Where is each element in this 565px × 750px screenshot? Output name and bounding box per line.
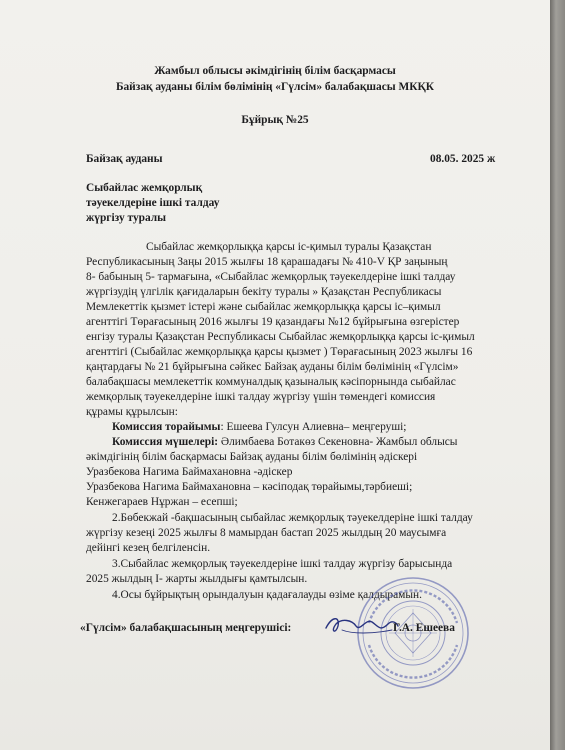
- header-line-2: Байзақ ауданы білім бөлімінің «Гүлсім» балабақшасы МКҚК: [115, 81, 435, 93]
- item-3-line: 3.Сыбайлас жемқорлық тәуекелдеріне ішкі талдау жүргізу барысында: [112, 558, 453, 570]
- item-4-line: 4.Осы бұйрықтың орындалуын қадағалауды өзіме қалдырамын.: [112, 589, 422, 601]
- body-line: Мемлекеттік қызмет істері және сыбайлас жемқорлыққа қарсы іс–қимыл: [86, 301, 441, 313]
- body-line: құрамы құрылсын:: [86, 406, 178, 418]
- member-line: Уразбекова Нагима Баймахановна – кәсіподақ төрайымы,тәрбиеші;: [86, 481, 413, 493]
- subject-line-3: жүргізу туралы: [86, 212, 167, 224]
- subject-line-1: Сыбайлас жемқорлық: [86, 182, 203, 194]
- body-line: қаңтардағы № 21 бұйрығына сәйкес Байзақ ауданы білім бөлімінің «Гүлсім»: [86, 361, 459, 373]
- member-line: Кенжегараев Нұржан – есепші;: [86, 496, 238, 508]
- place: Байзақ ауданы: [86, 153, 163, 165]
- body-line: 8- бабының 5- тармағына, «Сыбайлас жемқорлық тәуекелдеріне ішкі талдау: [86, 271, 456, 283]
- signature-name: Г.А. Ешеева: [393, 622, 455, 634]
- subject-line-2: тәуекелдеріне ішкі талдау: [86, 197, 220, 209]
- order-date: 08.05. 2025 ж: [430, 153, 496, 165]
- body-line: балабақшасы мемлекеттік коммуналдық қазыналық кәсіпорнында сыбайлас: [86, 376, 456, 388]
- page-edge-shadow: [550, 0, 565, 750]
- item-2-line: дейінгі кезең белгіленсін.: [86, 542, 211, 554]
- member-line: Уразбекова Нагима Баймахановна -әдіскер: [86, 466, 293, 478]
- body-line: жүргізудің үлгілік қағидаларын бекіту туралы » Қазақстан Республикасы: [86, 286, 442, 298]
- item-2-line: 2.Бөбекжай -бақшасының сыбайлас жемқорлық тәуекелдеріне ішкі талдау: [112, 512, 473, 524]
- commission-chair-value: : Ешеева Гулсун Алиевна– меңгеруші;: [220, 421, 407, 433]
- order-title: Бұйрық №25: [241, 114, 309, 126]
- commission-chair: [112, 420, 406, 435]
- body-line: Республикасының Заңы 2015 жылғы 18 қарашадағы № 410-V ҚР заңының: [86, 256, 448, 268]
- member-line: әкімдігінің білім басқармасы Байзақ ауданы білім бөлімінің әдіскері: [86, 451, 418, 463]
- item-2-line: жүргізу кезеңі 2025 жылғы 8 мамырдан бастап 2025 жылдың 20 маусымға: [86, 527, 447, 539]
- body-line: жемқорлық тәуекелдеріне ішкі талдау жүргізу үшін төмендегі комиссия: [86, 391, 436, 403]
- item-3-line: 2025 жылдың І- жарты жылдығы қамтылсын.: [86, 573, 308, 585]
- body-line: Сыбайлас жемқорлыққа қарсы іс-қимыл туралы Қазақстан: [146, 241, 432, 253]
- commission-members: [112, 435, 457, 450]
- body-line: енгізу туралы Қазақстан Республикасы Сыбайлас жемқорлыққа қарсы іс-қимыл: [86, 331, 475, 343]
- commission-members-value: Әлимбаева Ботакөз Секеновна- Жамбыл облысы: [218, 436, 458, 448]
- commission-members-label: Комиссия мүшелері:: [112, 436, 219, 448]
- signature-role: «Гүлсім» балабақшасының меңгерушісі:: [80, 622, 292, 634]
- body-line: агенттігі (Сыбайлас жемқорлыққа қарсы қызмет ) Төрағасының 2023 жылғы 16: [86, 346, 473, 358]
- handwritten-signature: [322, 610, 402, 640]
- header-line-1: Жамбыл облысы әкімдігінің білім басқармасы: [154, 65, 396, 77]
- commission-chair-label: Комиссия торайымы: [112, 421, 221, 433]
- body-line: агенттігі Төрағасының 2016 жылғы 19 қазандағы №12 бұйрығына өзгерістер: [86, 316, 460, 328]
